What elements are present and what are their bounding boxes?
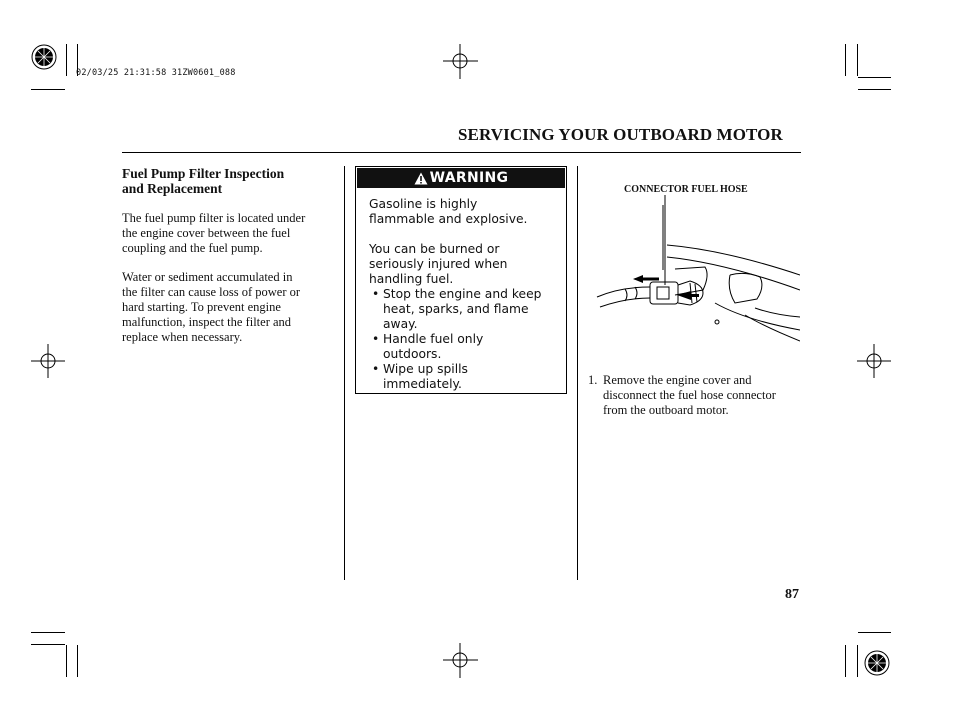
paragraph-filter-location bbox=[122, 211, 334, 256]
section-heading bbox=[122, 166, 334, 196]
column-divider-left bbox=[344, 166, 345, 580]
text-line: Stop the engine and keep bbox=[383, 287, 542, 301]
text-line: Wipe up spills bbox=[383, 362, 468, 376]
warning-label: WARNING bbox=[429, 170, 509, 186]
sunburst-target-top-left-icon bbox=[32, 45, 56, 69]
text-line: flammable and explosive. bbox=[369, 212, 528, 226]
warning-paragraph bbox=[369, 242, 559, 287]
text-line: seriously injured when bbox=[369, 257, 508, 271]
section-heading-line: and Replacement bbox=[122, 181, 223, 196]
text-line: heat, sparks, and flame bbox=[383, 302, 529, 316]
text-line: Gasoline is highly bbox=[369, 197, 478, 211]
warning-triangle-icon bbox=[414, 172, 428, 185]
text-line: You can be burned or bbox=[369, 242, 500, 256]
print-stamp: 02/03/25 21:31:58 31ZW0601_088 bbox=[76, 68, 236, 78]
warning-bullet-list bbox=[369, 287, 559, 392]
text-line: the engine cover between the fuel bbox=[122, 226, 291, 240]
warning-body bbox=[369, 197, 559, 392]
step-number: 1. bbox=[588, 373, 598, 387]
list-item: • Wipe up spills immediately. bbox=[372, 362, 468, 391]
text-line: disconnect the fuel hose connector bbox=[603, 388, 776, 402]
fuel-hose-connector-illustration bbox=[595, 195, 800, 345]
sunburst-target-bottom-right-icon bbox=[865, 651, 889, 675]
page-number: 87 bbox=[785, 587, 799, 602]
text-line: outdoors. bbox=[383, 347, 442, 361]
text-line: The fuel pump filter is located under bbox=[122, 211, 306, 225]
list-item: • Handle fuel only outdoors. bbox=[372, 332, 484, 361]
text-line: malfunction, inspect the filter and bbox=[122, 315, 292, 329]
warning-banner bbox=[357, 168, 565, 188]
text-line: handling fuel. bbox=[369, 272, 454, 286]
text-line: immediately. bbox=[383, 377, 462, 391]
text-line: coupling and the fuel pump. bbox=[122, 241, 263, 255]
figure-callout-label: CONNECTOR FUEL HOSE bbox=[624, 184, 748, 195]
text-line: away. bbox=[383, 317, 418, 331]
page-title: SERVICING YOUR OUTBOARD MOTOR bbox=[458, 125, 783, 144]
text-line: hard starting. To prevent engine bbox=[122, 300, 281, 314]
section-heading-line: Fuel Pump Filter Inspection bbox=[122, 166, 285, 181]
warning-box bbox=[355, 166, 567, 394]
text-line: Remove the engine cover and bbox=[603, 373, 752, 387]
warning-paragraph bbox=[369, 197, 559, 227]
list-item: • Stop the engine and keep heat, sparks, and flame away. bbox=[372, 287, 542, 331]
text-line: Handle fuel only bbox=[383, 332, 484, 346]
text-line: replace when necessary. bbox=[122, 330, 243, 344]
text-line: from the outboard motor. bbox=[603, 403, 729, 417]
text-line: Water or sediment accumulated in bbox=[122, 270, 293, 284]
step-text bbox=[603, 373, 803, 418]
header-rule bbox=[122, 152, 801, 153]
paragraph-sediment bbox=[122, 270, 334, 345]
column-divider-right bbox=[577, 166, 578, 580]
text-line: the filter can cause loss of power or bbox=[122, 285, 301, 299]
